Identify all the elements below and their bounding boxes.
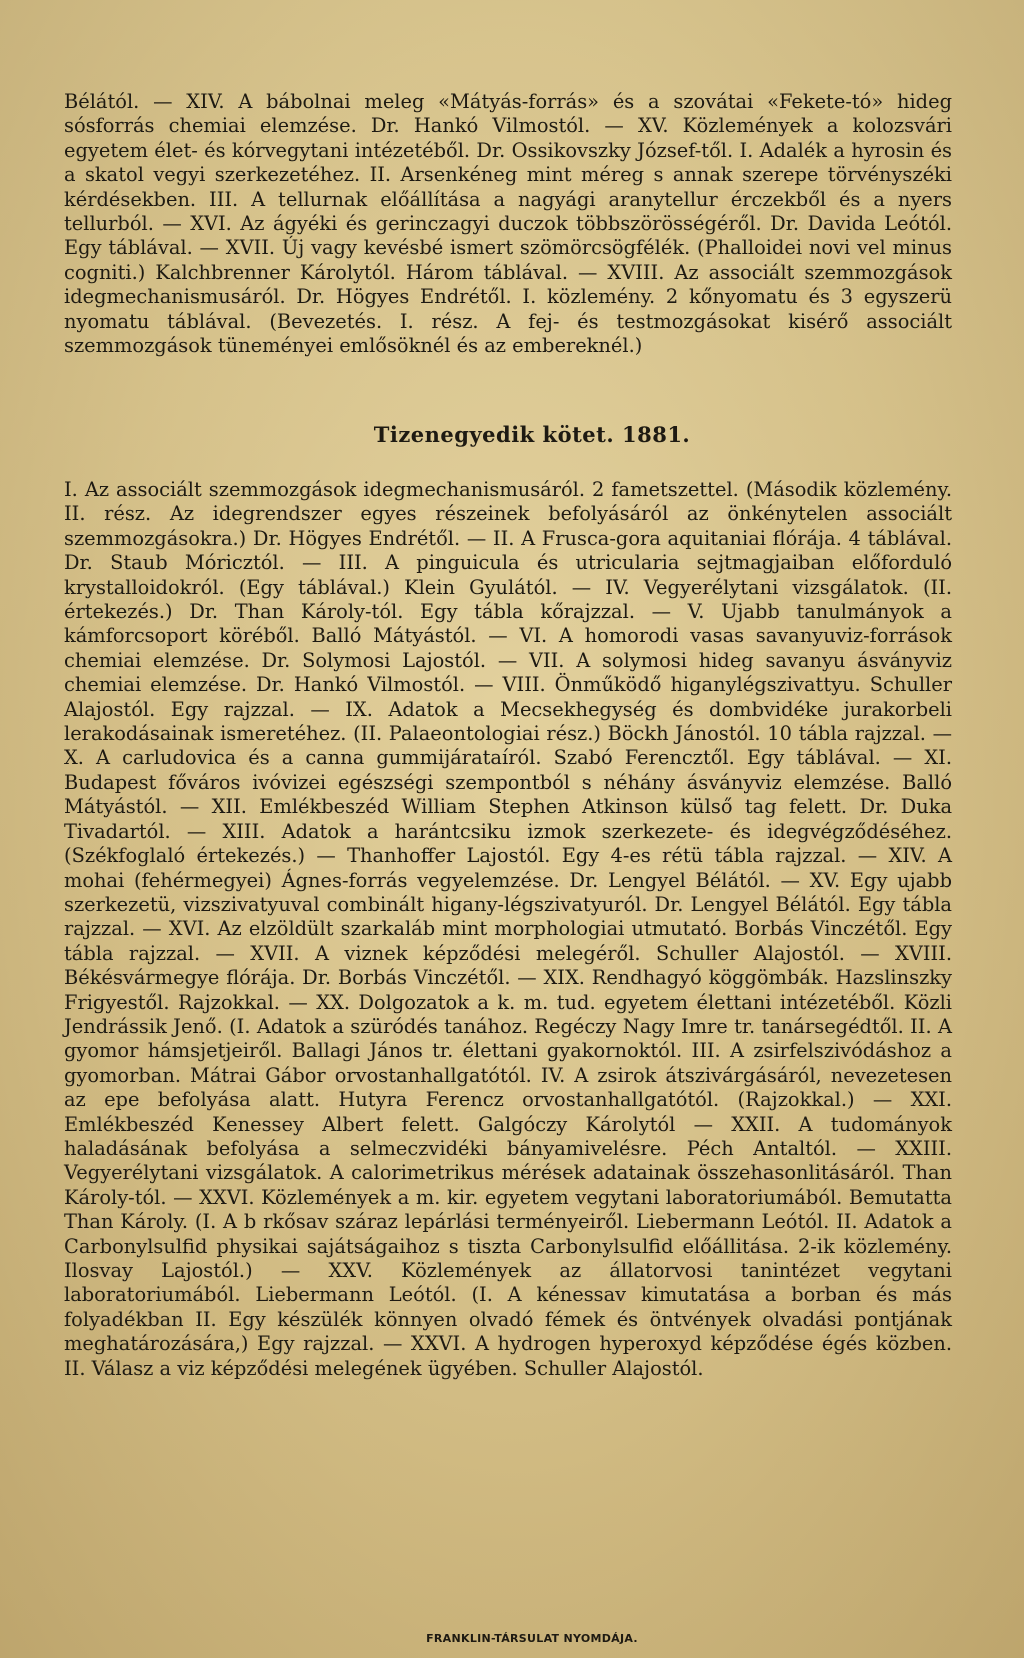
text-block-vol10 — [64, 90, 952, 358]
text-block-vol11 — [64, 478, 952, 1381]
paragraph-contents-vol10: Bélától. — XIV. A bábolnai meleg «Mátyás-forrás» és a szovátai «Fekete-tó» hideg sósforrás chemiai elemzése. Dr. Hankó Vilmostól. — XV. Közlemények a kolozsvári egyetem élet- és kórvegytani intézetéből. Dr. Ossikovszky József-től. I. Adalék a hyrosin és a skatol vegyi szerkezetéhez. II. Arsenkéneg mint méreg s annak szerepe törvényszéki kérdésekben. III. A tellurnak előállítása a nagyági aranytellur érczekből és a nyers tellurból. — XVI. Az ágyéki és gerinczagyi duczok többszörösségéről. Dr. Davida Leótól. Egy táblával. — XVII. Új vagy kevésbé ismert szömörcsögfélék. (Phalloidei novi vel minus cogniti.) Kalchbrenner Károlytól. Három táblával. — XVIII. Az associált szemmozgások idegmechanismusáról. Dr. Högyes Endrétől. I. közlemény. 2 kőnyomatu és 3 egyszerü nyomatu táblával. (Bevezetés. I. rész. A fej- és testmozgásokat kisérő associált szemmozgások tüneményei emlősöknél és az embereknél.) — [64, 90, 952, 358]
volume-heading — [0, 422, 1024, 447]
volume-heading-text: Tizenegyedik kötet. 1881. — [373, 422, 691, 447]
printer-name: FRANKLIN-TÁRSULAT NYOMDÁJA. — [426, 1632, 638, 1645]
paragraph-contents-vol11: I. Az associált szemmozgások idegmechanismusáról. 2 fametszettel. (Második közlemény. II. rész. Az idegrendszer egyes részeinek befolyásáról az önkénytelen associált szemmozgásokra.) Dr. Högyes Endrétől. — II. A Frusca-gora aquitaniai flórája. 4 táblával. Dr. Staub Móricztól. — III. A pinguicula és utricularia sejtmagjaiban előforduló krystalloidokról. (Egy táblával.) Klein Gyulától. — IV. Vegyerélytani vizsgálatok. (II. értekezés.) Dr. Than Károly-tól. Egy tábla kőrajzzal. — V. Ujabb tanulmányok a kámforcsoport köréből. Balló Mátyástól. — VI. A homorodi vasas savanyuviz-források chemiai elemzése. Dr. Solymosi Lajostól. — VII. A solymosi hideg savanyu ásványviz chemiai elemzése. Dr. Hankó Vilmostól. — VIII. Önműködő higanylégszivattyu. Schuller Alajostól. Egy rajzzal. — IX. Adatok a Mecsekhegység és dombvidéke jurakorbeli lerakodásainak ismeretéhez. (II. Palaeontologiai rész.) Böckh Jánostól. 10 tábla rajzzal. — X. A carludovica és a canna gummijárataíról. Szabó Ferencztől. Egy táblával. — XI. Budapest főváros ivóvizei egészségi szempontból s néhány ásványviz elemzése. Balló Mátyástól. — XII. Emlékbeszéd William Stephen Atkinson külső tag felett. Dr. Duka Tivadartól. — XIII. Adatok a harántcsiku izmok szerkezete- és idegvégződéséhez. (Székfoglaló értekezés.) — Thanhoffer Lajostól. Egy 4-es rétü tábla rajzzal. — XIV. A mohai (fehérmegyei) Ágnes-forrás vegyelemzése. Dr. Lengyel Bélától. — XV. Egy ujabb szerkezetü, vizszivatyuval combinált higany-légszivatyuról. Dr. Lengyel Bélától. Egy tábla rajzzal. — XVI. Az elzöldült szarkaláb mint morphologiai utmutató. Borbás Vinczétől. Egy tábla rajzzal. — XVII. A viznek képződési melegéről. Schuller Alajostól. — XVIII. Békésvármegye flórája. Dr. Borbás Vinczétől. — XIX. Rendhagyó köggömbák. Hazslinszky Frigyestől. Rajzokkal. — XX. Dolgozatok a k. m. tud. egyetem élettani intézetéből. Közli Jendrássik Jenő. (I. Adatok a szüródés tanához. Regéczy Nagy Imre tr. tanársegédtől. II. A gyomor hámsjetjeiről. Ballagi János tr. élettani gyakornoktól. III. A zsirfelszivódáshoz a gyomorban. Mátrai Gábor orvostanhallgatótól. IV. A zsirok átszivárgásáról, nevezetesen az epe befolyása alatt. Hutyra Ferencz orvostanhallgatótól. (Rajzokkal.) — XXI. Emlékbeszéd Kenessey Albert felett. Galgóczy Károlytól — XXII. A tudományok haladásának befolyása a selmeczvidéki bányamivelésre. Péch Antaltól. — XXIII. Vegyerélytani vizsgálatok. A calorimetrikus mérések adatainak összehasonlitásáról. Than Károly-tól. — XXVI. Közlemények a m. kir. egyetem vegytani laboratoriumából. Bemutatta Than Károly. (I. A b rkősav száraz lepárlási terményeiről. Liebermann Leótól. II. Adatok a Carbonylsulfid physikai sajátságaihoz s tiszta Carbonylsulfid előállitása. 2-ik közlemény. Ilosvay Lajostól.) — XXV. Közlemények az állatorvosi tanintézet vegytani laboratoriumából. Liebermann Leótól. (I. A kénessav kimutatása a borban és más folyadékban II. Egy készülék könnyen olvadó fémek és öntvények olvadási pontjának meghatározására,) Egy rajzzal. — XXVI. A hydrogen hyperoxyd képződése égés közben. II. Válasz a viz képződési melegének ügyében. Schuller Alajostól. — [64, 478, 952, 1380]
printer-footer — [0, 1632, 1024, 1645]
